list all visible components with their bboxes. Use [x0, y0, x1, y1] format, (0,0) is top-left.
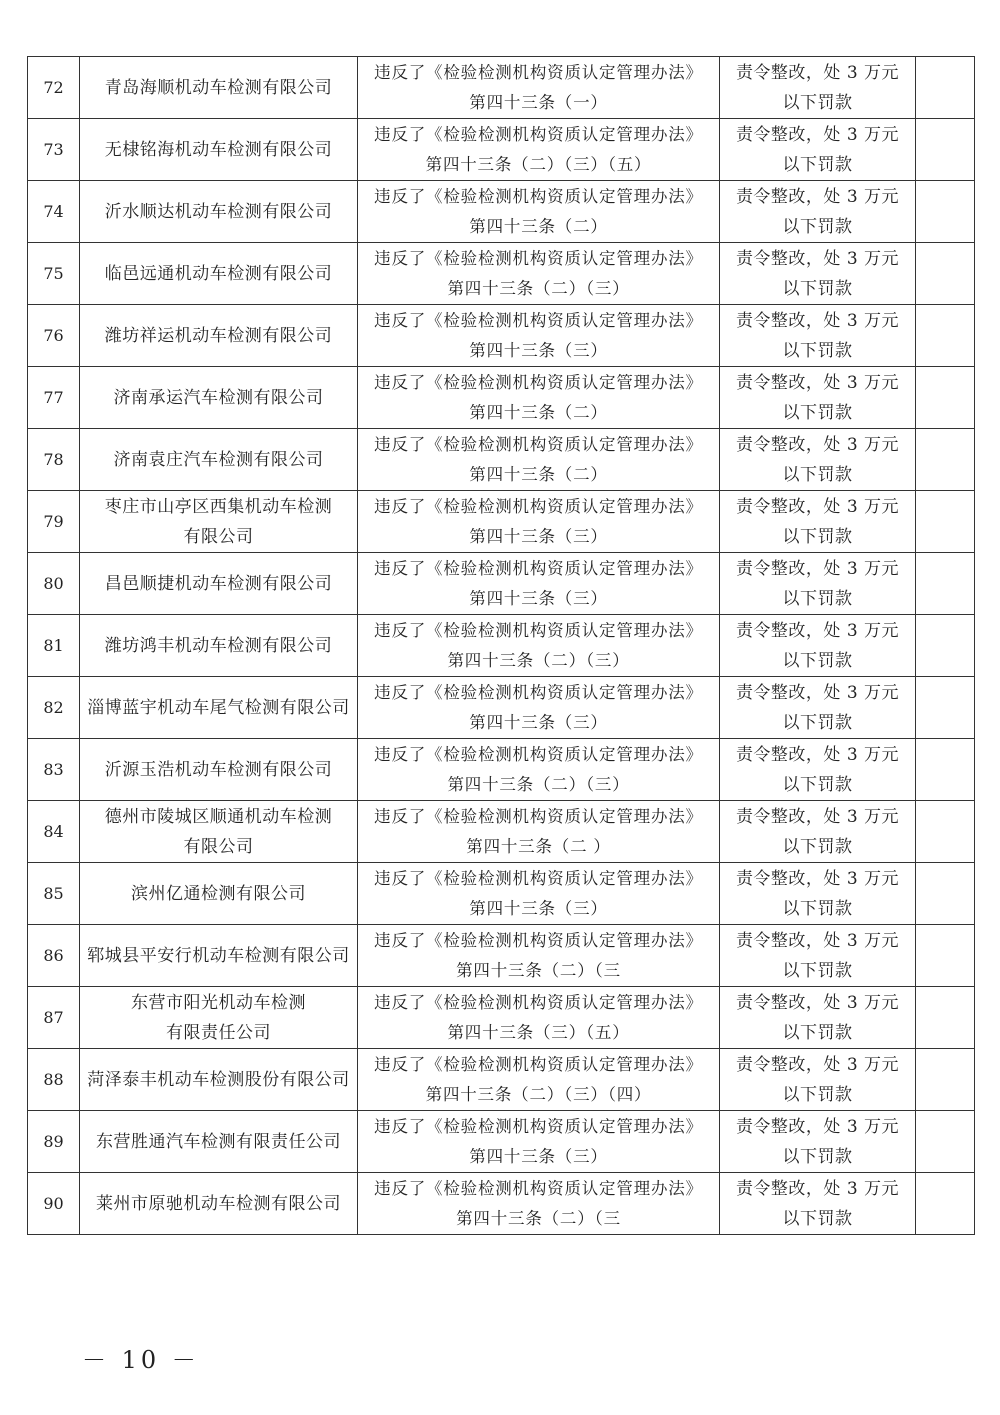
- penalty-line: 责令整改，处 3 万元: [735, 682, 900, 703]
- company-name-line: 淄博蓝宇机动车尾气检测有限公司: [87, 697, 350, 718]
- penalty-cell: [720, 243, 916, 305]
- violation-basis-line: 第四十三条（三）: [469, 526, 608, 546]
- violation-basis-line: 违反了《检验检测机构资质认定管理办法》: [374, 496, 703, 516]
- violation-basis-line: 违反了《检验检测机构资质认定管理办法》: [374, 248, 703, 268]
- penalty-cell: [720, 801, 916, 863]
- row-number-cell: 80: [28, 553, 80, 615]
- penalty-cell: [720, 491, 916, 553]
- violation-basis-cell: [358, 1173, 720, 1235]
- remark-cell: [916, 801, 975, 863]
- penalty-line: 责令整改，处 3 万元: [735, 930, 900, 951]
- row-number-cell: 89: [28, 1111, 80, 1173]
- violation-basis-cell: [358, 243, 720, 305]
- violation-basis-cell: [358, 305, 720, 367]
- violation-basis-cell: [358, 181, 720, 243]
- penalty-line: 以下罚款: [782, 402, 853, 423]
- violation-basis-line: 违反了《检验检测机构资质认定管理办法》: [374, 992, 703, 1012]
- remark-cell: [916, 57, 975, 119]
- company-name-line: 潍坊鸿丰机动车检测有限公司: [104, 635, 333, 656]
- penalty-line: 责令整改，处 3 万元: [735, 186, 900, 207]
- remark-cell: [916, 1173, 975, 1235]
- company-name-line: 济南袁庄汽车检测有限公司: [113, 449, 324, 470]
- row-number-cell: 83: [28, 739, 80, 801]
- violation-basis-line: 违反了《检验检测机构资质认定管理办法》: [374, 372, 703, 392]
- table-row: [28, 1111, 975, 1173]
- violation-basis-line: 第四十三条（三）: [469, 340, 608, 360]
- penalty-line: 责令整改，处 3 万元: [735, 620, 900, 641]
- row-number-cell: 74: [28, 181, 80, 243]
- penalty-line: 责令整改，处 3 万元: [735, 310, 900, 331]
- company-name-cell: [80, 57, 358, 119]
- company-name-cell: [80, 243, 358, 305]
- penalty-cell: [720, 925, 916, 987]
- violation-basis-line: 违反了《检验检测机构资质认定管理办法》: [374, 434, 703, 454]
- penalty-cell: [720, 1111, 916, 1173]
- company-name-line: 沂水顺达机动车检测有限公司: [104, 201, 333, 222]
- table-row: [28, 553, 975, 615]
- violation-basis-line: 违反了《检验检测机构资质认定管理办法》: [374, 744, 703, 764]
- violation-basis-line: 违反了《检验检测机构资质认定管理办法》: [374, 868, 703, 888]
- violation-basis-cell: [358, 1111, 720, 1173]
- penalty-cell: [720, 863, 916, 925]
- penalty-line: 责令整改，处 3 万元: [735, 806, 900, 827]
- company-name-line: 临邑远通机动车检测有限公司: [104, 263, 333, 284]
- remark-cell: [916, 677, 975, 739]
- penalty-line: 以下罚款: [782, 588, 853, 609]
- company-name-cell: [80, 739, 358, 801]
- violation-basis-cell: [358, 739, 720, 801]
- violation-basis-cell: [358, 57, 720, 119]
- violation-basis-cell: [358, 925, 720, 987]
- company-name-line: 潍坊祥运机动车检测有限公司: [104, 325, 333, 346]
- company-name-line: 昌邑顺捷机动车检测有限公司: [104, 573, 333, 594]
- page-number: － 10 －: [82, 1346, 200, 1374]
- penalty-line: 以下罚款: [782, 898, 853, 919]
- violation-basis-line: 违反了《检验检测机构资质认定管理办法》: [374, 1054, 703, 1074]
- penalty-line: 责令整改，处 3 万元: [735, 248, 900, 269]
- violation-basis-line: 违反了《检验检测机构资质认定管理办法》: [374, 1178, 703, 1198]
- violation-basis-cell: [358, 367, 720, 429]
- penalty-cell: [720, 677, 916, 739]
- company-name-line: 菏泽泰丰机动车检测股份有限公司: [87, 1069, 350, 1090]
- violation-basis-line: 违反了《检验检测机构资质认定管理办法》: [374, 124, 703, 144]
- table-row: [28, 491, 975, 553]
- penalty-line: 责令整改，处 3 万元: [735, 62, 900, 83]
- row-number-cell: 72: [28, 57, 80, 119]
- penalty-cell: [720, 119, 916, 181]
- table-row: [28, 987, 975, 1049]
- remark-cell: [916, 119, 975, 181]
- company-name-cell: [80, 987, 358, 1049]
- remark-cell: [916, 305, 975, 367]
- violation-basis-line: 第四十三条（三）: [469, 588, 608, 608]
- penalty-line: 以下罚款: [782, 960, 853, 981]
- company-name-cell: [80, 615, 358, 677]
- row-number-cell: 88: [28, 1049, 80, 1111]
- violation-basis-cell: [358, 429, 720, 491]
- table-row: [28, 305, 975, 367]
- table-row: [28, 57, 975, 119]
- penalty-line: 以下罚款: [782, 1022, 853, 1043]
- row-number-cell: 86: [28, 925, 80, 987]
- company-name-line: 郓城县平安行机动车检测有限公司: [87, 945, 350, 966]
- company-name-line: 德州市陵城区顺通机动车检测: [104, 806, 333, 827]
- violation-basis-line: 第四十三条（二 ）: [466, 836, 611, 856]
- penalty-cell: [720, 57, 916, 119]
- table-row: [28, 925, 975, 987]
- violation-basis-cell: [358, 615, 720, 677]
- penalty-line: 以下罚款: [782, 1208, 853, 1229]
- row-number-cell: 82: [28, 677, 80, 739]
- violation-basis-cell: [358, 677, 720, 739]
- penalty-line: 责令整改，处 3 万元: [735, 1178, 900, 1199]
- violation-basis-cell: [358, 1049, 720, 1111]
- company-name-cell: [80, 677, 358, 739]
- table-row: [28, 801, 975, 863]
- violation-basis-cell: [358, 801, 720, 863]
- row-number-cell: 81: [28, 615, 80, 677]
- penalty-line: 责令整改，处 3 万元: [735, 124, 900, 145]
- company-name-cell: [80, 491, 358, 553]
- violation-basis-line: 第四十三条（三）: [469, 1146, 608, 1166]
- violation-basis-line: 第四十三条（二）: [469, 402, 608, 422]
- row-number-cell: 90: [28, 1173, 80, 1235]
- row-number-cell: 84: [28, 801, 80, 863]
- violation-basis-line: 第四十三条（三）（五）: [447, 1022, 630, 1042]
- violation-basis-line: 第四十三条（二）: [469, 464, 608, 484]
- penalty-line: 以下罚款: [782, 1084, 853, 1105]
- penalty-line: 以下罚款: [782, 340, 853, 361]
- table-row: [28, 181, 975, 243]
- violation-basis-line: 违反了《检验检测机构资质认定管理办法》: [374, 620, 703, 640]
- remark-cell: [916, 863, 975, 925]
- remark-cell: [916, 1111, 975, 1173]
- penalty-line: 责令整改，处 3 万元: [735, 1054, 900, 1075]
- table-row: [28, 367, 975, 429]
- row-number-cell: 78: [28, 429, 80, 491]
- penalty-line: 责令整改，处 3 万元: [735, 744, 900, 765]
- company-name-line: 济南承运汽车检测有限公司: [113, 387, 324, 408]
- table-row: [28, 1173, 975, 1235]
- table-row: [28, 429, 975, 491]
- penalty-line: 以下罚款: [782, 836, 853, 857]
- remark-cell: [916, 243, 975, 305]
- violation-basis-line: 第四十三条（二）（三）: [447, 650, 630, 670]
- company-name-cell: [80, 305, 358, 367]
- row-number-cell: 87: [28, 987, 80, 1049]
- violation-basis-line: 违反了《检验检测机构资质认定管理办法》: [374, 1116, 703, 1136]
- remark-cell: [916, 491, 975, 553]
- table-row: [28, 1049, 975, 1111]
- company-name-cell: [80, 925, 358, 987]
- table-row: [28, 243, 975, 305]
- violation-basis-line: 第四十三条（三）: [469, 898, 608, 918]
- penalty-cell: [720, 739, 916, 801]
- penalty-cell: [720, 1049, 916, 1111]
- violation-basis-cell: [358, 553, 720, 615]
- company-name-line: 有限责任公司: [166, 1022, 271, 1043]
- company-name-line: 莱州市原驰机动车检测有限公司: [96, 1193, 341, 1214]
- company-name-line: 有限公司: [183, 836, 254, 857]
- violation-basis-cell: [358, 491, 720, 553]
- violation-basis-line: 违反了《检验检测机构资质认定管理办法》: [374, 806, 703, 826]
- violation-basis-line: 第四十三条（二）（三: [456, 960, 621, 980]
- remark-cell: [916, 429, 975, 491]
- remark-cell: [916, 553, 975, 615]
- company-name-cell: [80, 181, 358, 243]
- penalty-line: 以下罚款: [782, 774, 853, 795]
- penalty-cell: [720, 429, 916, 491]
- row-number-cell: 85: [28, 863, 80, 925]
- table-row: [28, 615, 975, 677]
- penalty-line: 以下罚款: [782, 464, 853, 485]
- violation-basis-line: 第四十三条（二）: [469, 216, 608, 236]
- table-row: [28, 739, 975, 801]
- company-name-cell: [80, 429, 358, 491]
- penalty-line: 以下罚款: [782, 216, 853, 237]
- company-name-cell: [80, 553, 358, 615]
- remark-cell: [916, 1049, 975, 1111]
- penalty-line: 责令整改，处 3 万元: [735, 558, 900, 579]
- remark-cell: [916, 925, 975, 987]
- penalty-line: 责令整改，处 3 万元: [735, 868, 900, 889]
- penalty-line: 责令整改，处 3 万元: [735, 1116, 900, 1137]
- row-number-cell: 79: [28, 491, 80, 553]
- violation-basis-line: 第四十三条（三）: [469, 712, 608, 732]
- penalty-line: 责令整改，处 3 万元: [735, 992, 900, 1013]
- penalty-cell: [720, 1173, 916, 1235]
- violation-basis-line: 违反了《检验检测机构资质认定管理办法》: [374, 558, 703, 578]
- company-name-line: 枣庄市山亭区西集机动车检测: [104, 496, 333, 517]
- violation-basis-cell: [358, 863, 720, 925]
- company-name-line: 东营市阳光机动车检测: [131, 992, 306, 1013]
- violation-basis-cell: [358, 119, 720, 181]
- company-name-cell: [80, 1111, 358, 1173]
- company-name-line: 有限公司: [183, 526, 254, 547]
- penalty-cell: [720, 181, 916, 243]
- remark-cell: [916, 615, 975, 677]
- penalty-cell: [720, 553, 916, 615]
- violation-basis-line: 违反了《检验检测机构资质认定管理办法》: [374, 930, 703, 950]
- penalty-line: 以下罚款: [782, 650, 853, 671]
- company-name-line: 青岛海顺机动车检测有限公司: [104, 77, 333, 98]
- violation-basis-line: 违反了《检验检测机构资质认定管理办法》: [374, 310, 703, 330]
- violation-basis-cell: [358, 987, 720, 1049]
- penalty-line: 以下罚款: [782, 92, 853, 113]
- penalty-line: 责令整改，处 3 万元: [735, 434, 900, 455]
- table-body: [28, 57, 975, 1235]
- company-name-line: 滨州亿通检测有限公司: [131, 883, 306, 904]
- company-name-cell: [80, 119, 358, 181]
- remark-cell: [916, 181, 975, 243]
- violation-basis-line: 第四十三条（二）（三）: [447, 278, 630, 298]
- table-row: [28, 119, 975, 181]
- remark-cell: [916, 987, 975, 1049]
- penalty-line: 责令整改，处 3 万元: [735, 372, 900, 393]
- company-name-cell: [80, 367, 358, 429]
- company-name-cell: [80, 1049, 358, 1111]
- company-name-line: 沂源玉浩机动车检测有限公司: [104, 759, 333, 780]
- penalty-cell: [720, 367, 916, 429]
- penalty-cell: [720, 305, 916, 367]
- company-name-line: 无棣铭海机动车检测有限公司: [104, 139, 333, 160]
- penalty-line: 责令整改，处 3 万元: [735, 496, 900, 517]
- row-number-cell: 77: [28, 367, 80, 429]
- penalty-cell: [720, 615, 916, 677]
- violation-basis-line: 第四十三条（一）: [469, 92, 608, 112]
- penalty-cell: [720, 987, 916, 1049]
- violation-basis-line: 第四十三条（二）（三）（五）: [425, 154, 652, 174]
- row-number-cell: 76: [28, 305, 80, 367]
- violation-basis-line: 第四十三条（二）（三）（四）: [425, 1084, 652, 1104]
- violation-basis-line: 违反了《检验检测机构资质认定管理办法》: [374, 186, 703, 206]
- company-name-cell: [80, 1173, 358, 1235]
- penalty-line: 以下罚款: [782, 154, 853, 175]
- company-name-cell: [80, 863, 358, 925]
- company-name-cell: [80, 801, 358, 863]
- company-name-line: 东营胜通汽车检测有限责任公司: [96, 1131, 341, 1152]
- violation-basis-line: 违反了《检验检测机构资质认定管理办法》: [374, 682, 703, 702]
- remark-cell: [916, 739, 975, 801]
- violation-basis-line: 违反了《检验检测机构资质认定管理办法》: [374, 62, 703, 82]
- penalty-line: 以下罚款: [782, 278, 853, 299]
- penalty-line: 以下罚款: [782, 1146, 853, 1167]
- penalty-table: [27, 56, 975, 1235]
- row-number-cell: 73: [28, 119, 80, 181]
- penalty-line: 以下罚款: [782, 526, 853, 547]
- table-row: [28, 677, 975, 739]
- table-row: [28, 863, 975, 925]
- remark-cell: [916, 367, 975, 429]
- violation-basis-line: 第四十三条（二）（三）: [447, 774, 630, 794]
- penalty-line: 以下罚款: [782, 712, 853, 733]
- row-number-cell: 75: [28, 243, 80, 305]
- violation-basis-line: 第四十三条（二）（三: [456, 1208, 621, 1228]
